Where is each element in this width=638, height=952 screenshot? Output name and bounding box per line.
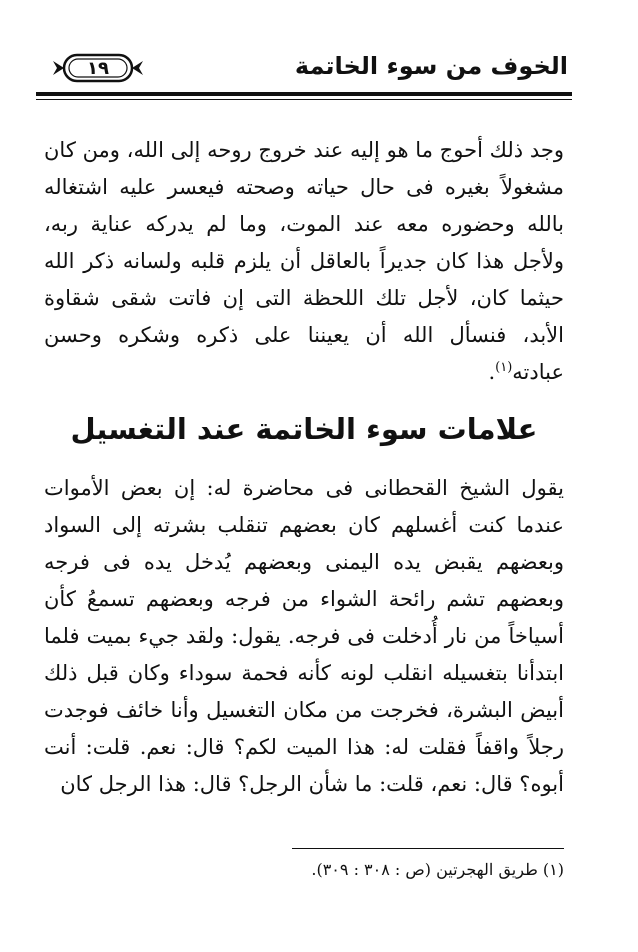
paragraph-1-text: وجد ذلك أحوج ما هو إليه عند خروج روحه إلى الله، ومن كان مشغولاً بغيره فى حال حياته وصحته فيعسر عليه اشتغاله بالله وحضوره معه عند الموت، وما لم يدركه عناية ربه، ولأجل هذا كان جديراً بالعاقل أن يلزم قلبه ولسانه ذكر الله حيثما كان، لأجل تلك اللحظة التى إن فاتت شقى شقاوة الأبد، فنسأل الله أن يعيننا على ذكره وشكره وحسن عبادته: [44, 138, 564, 384]
section-heading: علامات سوء الخاتمة عند التغسيل: [70, 412, 538, 446]
page-header: [40, 46, 568, 94]
footnote-reference: (١): [495, 360, 513, 375]
page-number: ١٩: [87, 57, 109, 79]
paragraph-2: [44, 470, 564, 803]
paragraph-1: [44, 132, 564, 391]
paragraph-1-end: .: [488, 360, 496, 384]
footnote-separator: [292, 848, 564, 849]
header-rule-thick: [36, 92, 572, 96]
paragraph-2-text: يقول الشيخ القحطانى فى محاضرة له: إن بعض الأموات عندما كنت أغسلهم كان بعضهم تنقلب بشرته إلى السواد وبعضهم يقبض يده اليمنى وبعضهم يُدخل يده فى فرجه وبعضهم تشم رائحة الشواء من فرجه وبعضهم تسمعُ كأن أسياخاً من نار أُدخلت فى فرجه. يقول: ولقد جيء بميت فلما ابتدأنا بتغسيله انقلب لونه كأنه فحمة سوداء وكان قبل ذلك أبيض البشرة، فخرجت من مكان التغسيل وأنا خائف فوجدت رجلاً واقفاً فقلت له: هذا الميت لكم؟ قال: نعم. قلت: أنت أبوه؟ قال: نعم، قلت: ما شأن الرجل؟ قال: هذا الرجل كان: [44, 476, 564, 796]
footnote-1: (١) طريق الهجرتين (ص : ٣٠٨ : ٣٠٩).: [311, 860, 564, 879]
page-number-badge: [50, 52, 146, 84]
header-rule-thin: [36, 99, 572, 100]
running-title: الخوف من سوء الخاتمة: [294, 52, 568, 80]
